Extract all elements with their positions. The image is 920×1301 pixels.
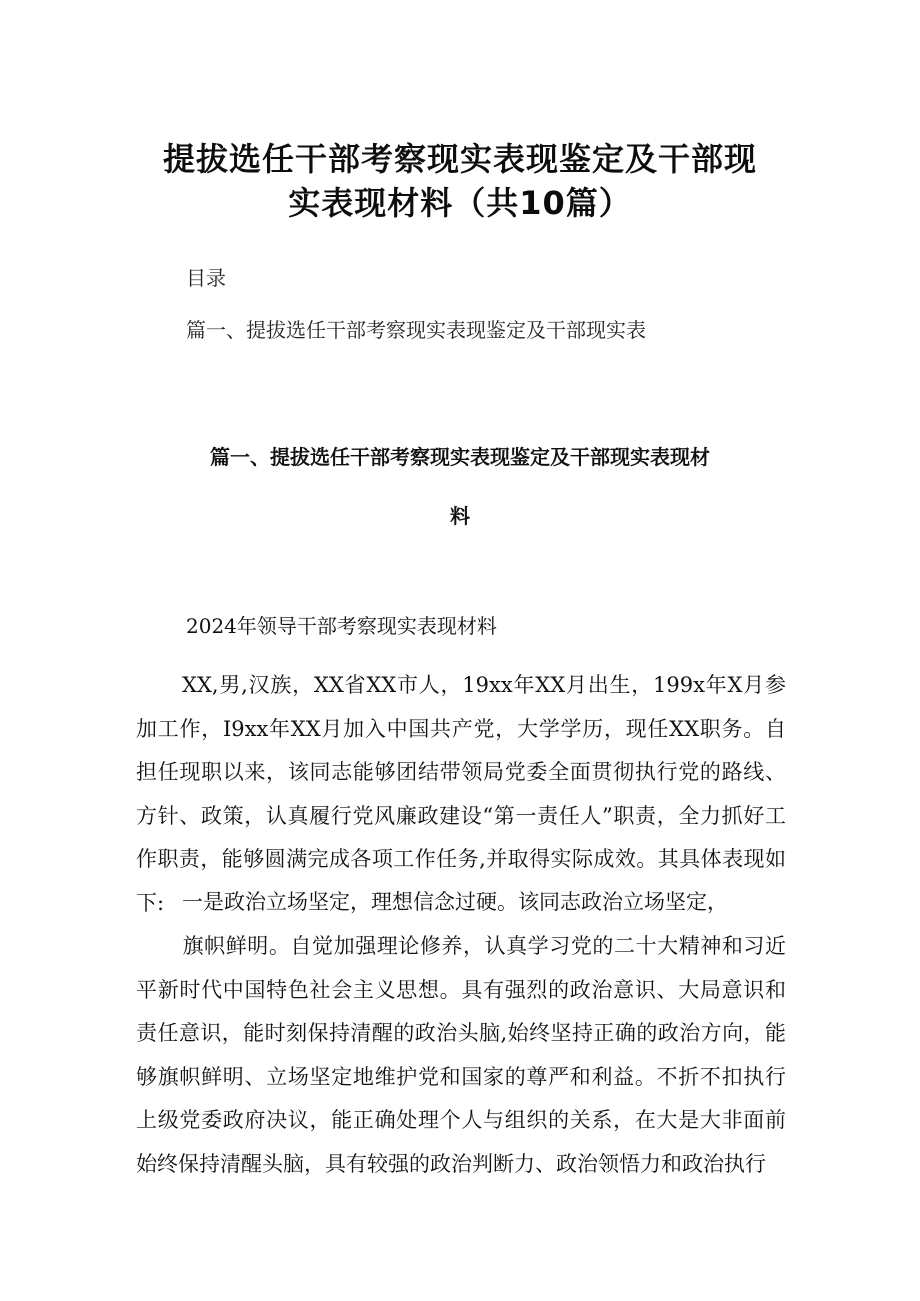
toc-heading: 目录 [186,266,226,290]
body-paragraph-2 [136,925,786,1186]
body-paragraph-2-text: 旗帜鲜明。自觉加强理论修养，认真学习党的二十大精神和习近平新时代中国特色社会主义思想。具有强烈的政治意识、大局意识和责任意识，能时刻保持清醒的政治头脑,始终坚持正确的政治方向，能够旗帜鲜明、立场坚定地维护党和国家的尊严和利益。不折不扣执行上级党委政府决议，能正确处理个人与组织的关系，在大是大非面前始终保持清醒头脑，具有较强的政治判断力、政治领悟力和政治执行 [136,934,786,1176]
body-paragraph-1-text: XX,男,汉族，XX省XX市人，19xx年XX月出生，199x年X月参加工作，I9xx年XX月加入中国共产党，大学学历，现任XX职务。自担任现职以来，该同志能够团结带领局党委全面贯彻执行党的路线、方针、政策，认真履行党风廉政建设“第一责任人”职责，全力抓好工作职责，能够圆满完成各项工作任务,并取得实际成效。其具体表现如下: [136,673,786,915]
body-line-political-stance: 一是政治立场坚定，理想信念过硬。该同志政治立场坚定， [182,890,728,914]
document-title-line-1: 提拔选任干部考察现实表现鉴定及干部现 [162,140,757,178]
toc-item: 篇一、提拔选任干部考察现实表现鉴定及干部现实表 [186,318,646,342]
section-title-line-2: 料 [450,504,470,528]
section-title-line-1: 篇一、提拔选任干部考察现实表现鉴定及干部现实表现材 [210,445,710,469]
subheading: 2024年领导干部考察现实表现材料 [186,614,497,638]
document-title-line-2: 实表现材料（共10篇） [288,184,632,222]
